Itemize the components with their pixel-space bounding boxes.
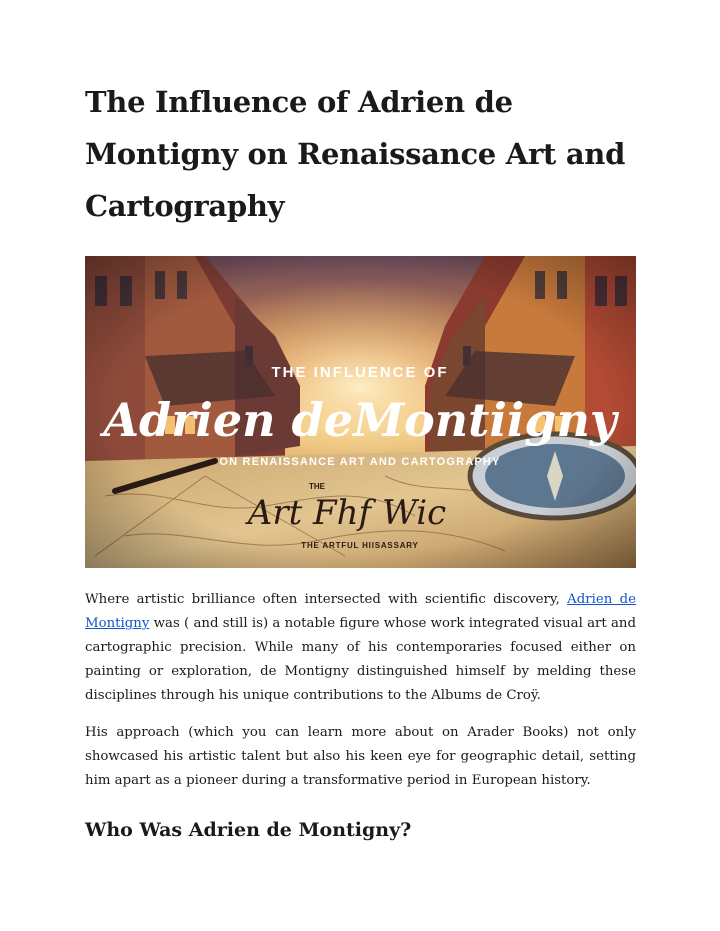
- section-heading: Who Was Adrien de Montigny?: [85, 819, 412, 841]
- hero-illustration: [85, 256, 636, 568]
- intro-text-before: Where artistic brilliance often intersected with scientific discovery,: [85, 592, 568, 607]
- intro-paragraph: [85, 588, 636, 708]
- hero-logo-small: THE: [309, 482, 325, 491]
- article-title: The Influence of Adrien de Montigny on Renaissance Art and Cartography: [85, 85, 626, 223]
- hero-image: [85, 256, 636, 568]
- hero-logo-tagline: THE ARTFUL HIISASSARY: [301, 541, 419, 550]
- hero-script-name: Adrien deMontiigny: [103, 393, 617, 447]
- adrien-de-montigny-link[interactable]: Adrien de Montigny: [85, 592, 636, 631]
- intro-text-after: was ( and still is) a notable figure whose work integrated visual art and cartographic precision. While many of his contemporaries focused either on painting or exploration, de Montigny distinguished himself by melding these disciplines through his unique contributions to the Albums de Croÿ.: [85, 616, 636, 703]
- hero-logo-mark: Art Fhf Wic: [247, 493, 447, 533]
- hero-overline: THE INFLUENCE OF: [271, 364, 449, 381]
- hero-subline: ON RENAISSANCE ART AND CARTOGRAPHY: [219, 456, 501, 468]
- approach-paragraph: His approach (which you can learn more about on Arader Books) not only showcased his artistic talent but also his keen eye for geographic detail, setting him apart as a pioneer during a transformative period in European history.: [85, 725, 636, 788]
